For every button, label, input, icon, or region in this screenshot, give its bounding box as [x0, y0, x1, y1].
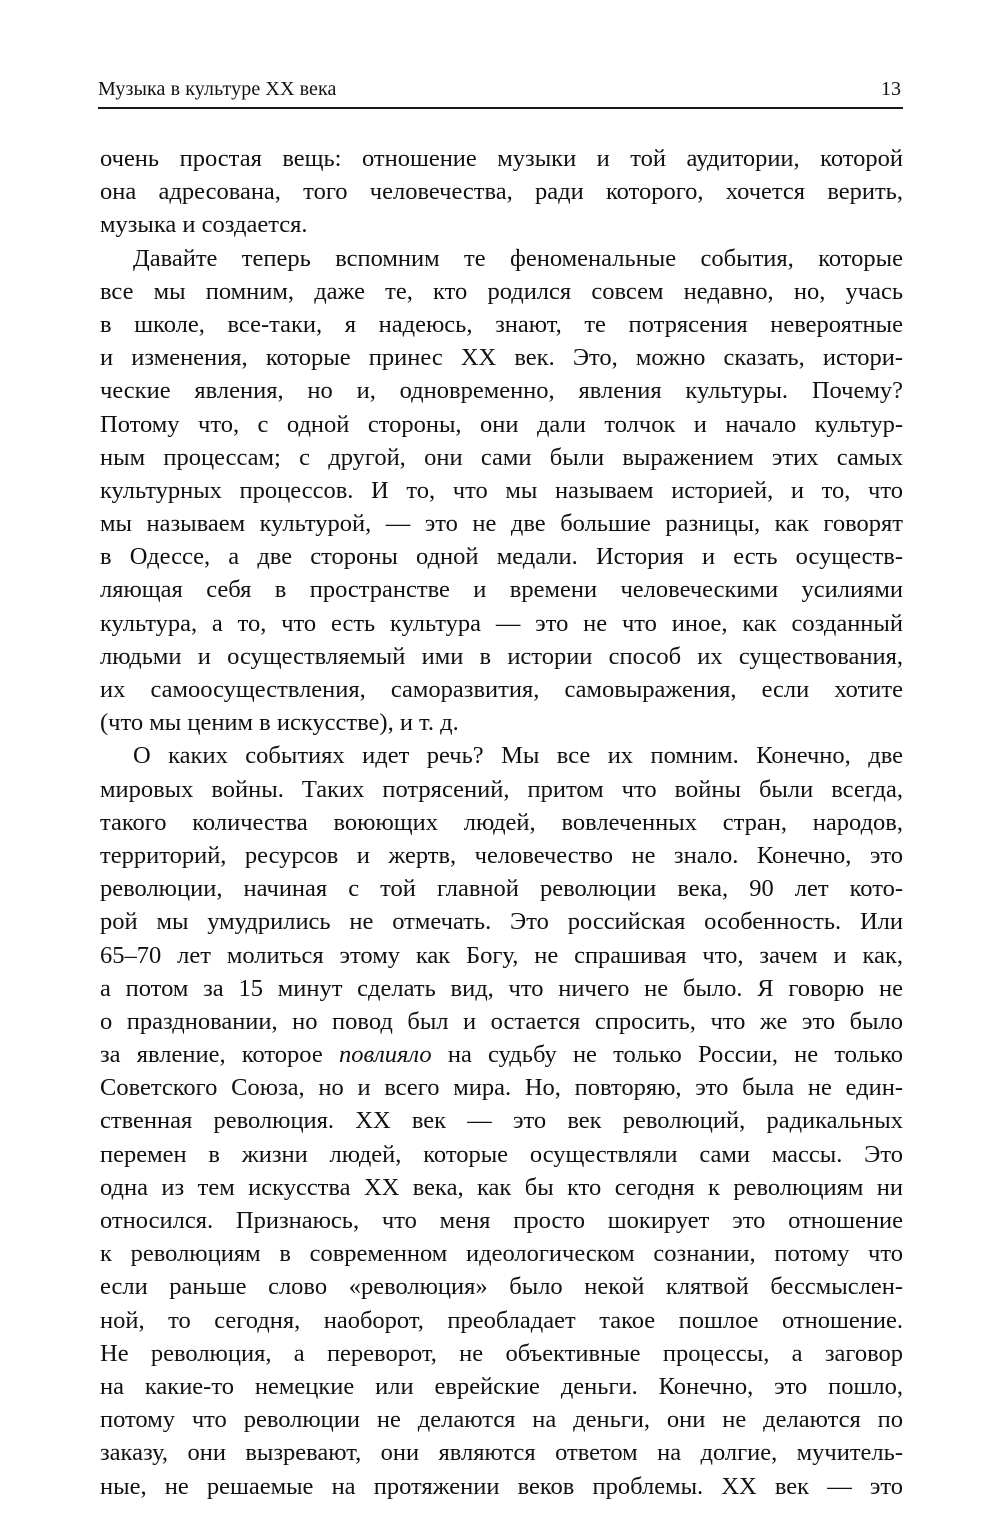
text-line: (что мы ценим в искусстве), и т. д.	[100, 709, 459, 737]
text-line: Потому что, с одной стороны, они дали толчок и начало культур-	[100, 410, 903, 438]
text-line: ственная революция. XX век — это век революций, радикальных	[100, 1107, 903, 1135]
text-line-with-emphasis	[100, 1038, 903, 1071]
text-segment: за явление, которое	[100, 1041, 339, 1069]
text-line: все мы помним, даже те, кто родился совсем недавно, но, учась	[100, 277, 903, 305]
text-line: к революциям в современном идеологическом сознании, потому что	[100, 1240, 903, 1268]
text-line: мы называем культурой, — это не две большие разницы, как говорят	[100, 510, 903, 538]
text-line: Не революция, а переворот, не объективные процессы, а заговор	[100, 1339, 903, 1367]
text-line: она адресована, того человечества, ради которого, хочется верить,	[100, 178, 903, 206]
text-line: мировых войны. Таких потрясений, притом что войны были всегда,	[100, 775, 903, 803]
text-line: заказу, они вызревают, они являются ответом на долгие, мучитель-	[100, 1439, 903, 1467]
text-line: территорий, ресурсов и жертв, человечество не знало. Конечно, это	[100, 841, 903, 869]
header-rule	[98, 107, 903, 109]
text-line: а потом за 15 минут сделать вид, что ничего не было. Я говорю не	[100, 974, 903, 1002]
text-line: О каких событиях идет речь? Мы все их помним. Конечно, две	[133, 742, 903, 770]
text-line: ной, то сегодня, наоборот, преобладает такое пошлое отношение.	[100, 1306, 903, 1334]
text-line: относился. Признаюсь, что меня просто шокирует это отношение	[100, 1207, 903, 1234]
text-line: на какие-то немецкие или еврейские деньги. Конечно, это пошло,	[100, 1372, 903, 1400]
text-line: их самоосуществления, саморазвития, самовыражения, если хотите	[100, 676, 903, 703]
text-line: ческие явления, но и, одновременно, явления культуры. Почему?	[100, 377, 903, 405]
body-text	[100, 142, 903, 1503]
text-segment: на судьбу не только России, не только	[431, 1041, 903, 1069]
running-head-title: Музыка в культуре XX века	[98, 78, 337, 100]
text-line: очень простая вещь: отношение музыки и той аудитории, которой	[100, 145, 903, 172]
text-line: и изменения, которые принес XX век. Это, можно сказать, истори-	[100, 344, 903, 372]
text-line: перемен в жизни людей, которые осуществляли сами массы. Это	[100, 1140, 903, 1168]
text-line: ные, не решаемые на протяжении веков проблемы. XX век — это	[100, 1472, 903, 1500]
running-head	[98, 74, 901, 104]
text-line: такого количества воюющих людей, вовлеченных стран, народов,	[100, 808, 903, 836]
text-line: культурных процессов. И то, что мы называем историей, и то, что	[100, 476, 903, 504]
text-line: одна из тем искусства XX века, как бы кто сегодня к революциям ни	[100, 1173, 903, 1201]
text-line: Давайте теперь вспомним те феноменальные события, которые	[133, 244, 903, 272]
text-line: музыка и создается.	[100, 211, 308, 239]
text-line: культура, а то, что есть культура — это не что иное, как созданный	[100, 609, 903, 637]
text-line: в школе, все-таки, я надеюсь, знают, те потрясения невероятные	[100, 310, 903, 338]
text-line: ным процессам; с другой, они сами были выражением этих самых	[100, 443, 903, 471]
text-line: Советского Союза, но и всего мира. Но, повторяю, это была не един-	[100, 1074, 903, 1102]
paragraph-2	[100, 242, 903, 740]
text-line: рой мы умудрились не отмечать. Это российская особенность. Или	[100, 908, 903, 936]
text-line: ляющая себя в пространстве и времени человеческими усилиями	[100, 576, 903, 604]
text-line: потому что революции не делаются на деньги, они не делаются по	[100, 1406, 903, 1434]
text-line: в Одессе, а две стороны одной медали. История и есть осуществ-	[100, 543, 903, 571]
text-line: если раньше слово «революция» было некой клятвой бессмыслен-	[100, 1273, 903, 1301]
paragraph-3	[100, 739, 903, 1502]
paragraph-1	[100, 142, 903, 242]
text-line: революции, начиная с той главной революции века, 90 лет кото-	[100, 875, 903, 903]
page-number: 13	[881, 78, 901, 100]
text-line: о праздновании, но повод был и остается спросить, что же это было	[100, 1007, 903, 1035]
text-line: 65–70 лет молиться этому как Богу, не спрашивая что, зачем и как,	[100, 941, 903, 969]
emphasized-word: повлияло	[338, 1041, 432, 1069]
text-line: людьми и осуществляемый ими в истории способ их существования,	[100, 642, 903, 670]
